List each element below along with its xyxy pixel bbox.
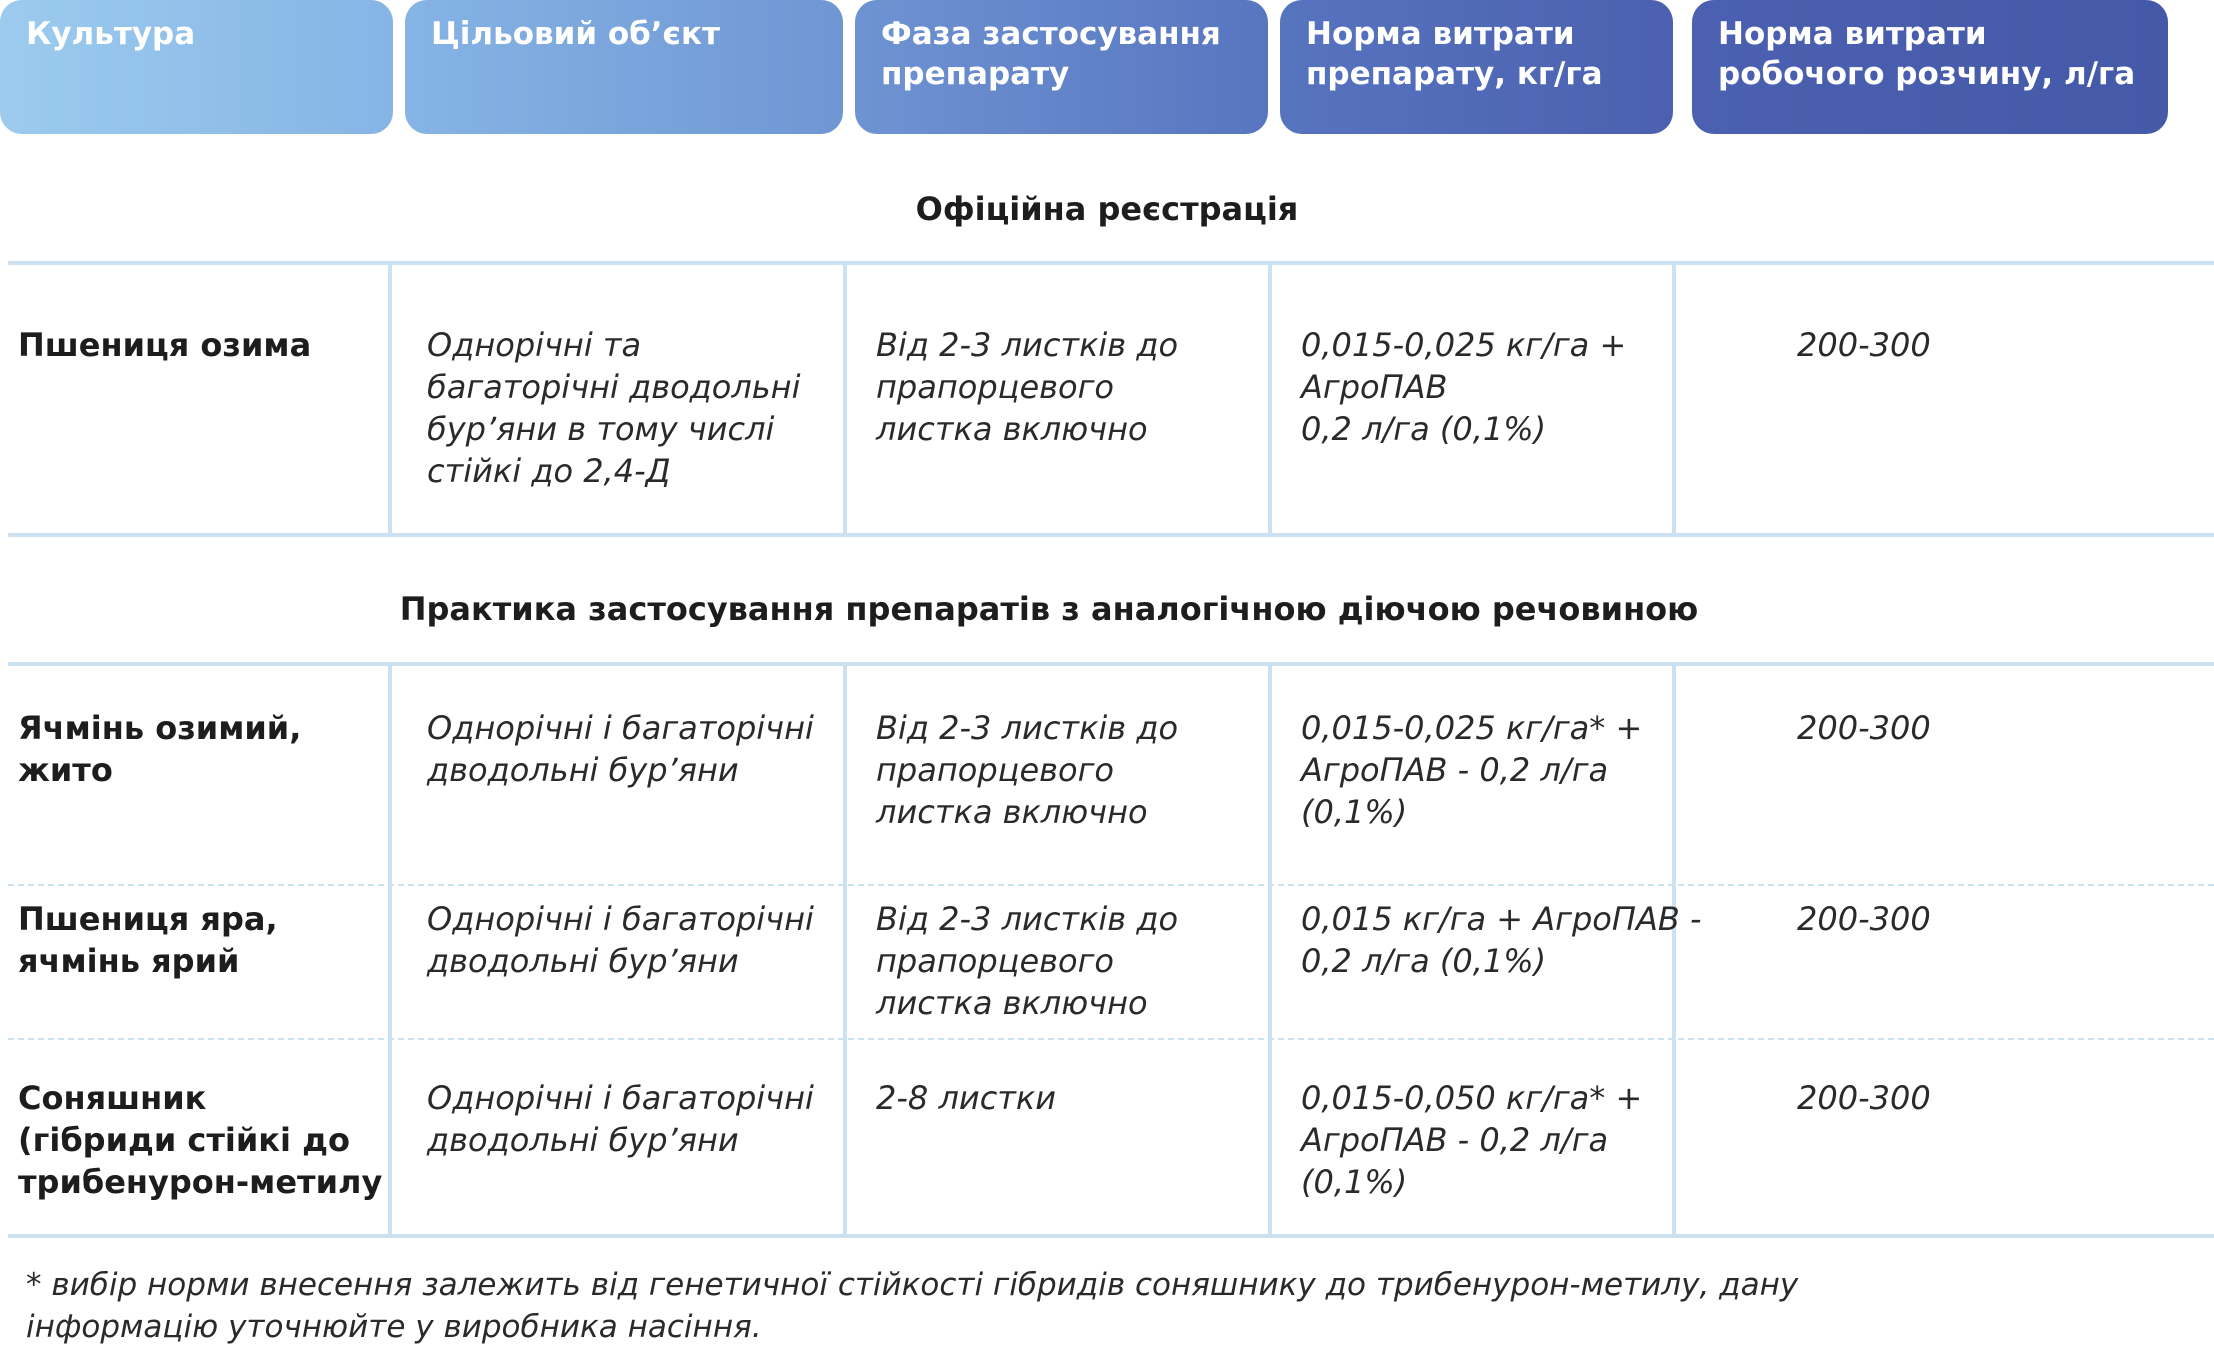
phase-cell <box>876 898 1178 1024</box>
target-cell <box>427 1077 814 1161</box>
phase-cell <box>876 1077 1056 1119</box>
cell-line: 200-300 <box>1797 709 1931 747</box>
row-divider <box>8 1234 2214 1238</box>
cell-line: дводольні бур’яни <box>427 942 739 980</box>
column-divider <box>388 666 392 1234</box>
cell-line: Однорічні та <box>427 326 642 364</box>
rate-cell <box>1301 1077 1642 1203</box>
solution-cell <box>1797 324 1931 366</box>
row-divider <box>8 261 2214 265</box>
cell-line: прапорцевого <box>876 751 1114 789</box>
cell-line: стійкі до 2,4-Д <box>427 452 671 490</box>
crop-cell <box>18 707 301 791</box>
cell-line: Пшениця яра, <box>18 900 278 938</box>
footnote-line: * вибір норми внесення залежить від генетичної стійкості гібридів соняшнику до трибенурон-метилу, дану <box>26 1267 1799 1303</box>
target-cell <box>427 324 800 492</box>
header-phase <box>855 0 1268 134</box>
section-title-official: Офіційна реєстрація <box>915 190 1299 228</box>
cell-line: листка включно <box>876 410 1148 448</box>
crop-cell <box>18 898 278 982</box>
header-text: робочого розчину, л/га <box>1718 56 2136 92</box>
footnote <box>26 1264 1798 1348</box>
cell-line: листка включно <box>876 984 1148 1022</box>
column-divider <box>843 666 847 1234</box>
cell-line: (0,1%) <box>1301 793 1408 831</box>
cell-line: 0,015-0,025 кг/га* + <box>1301 709 1643 747</box>
solution-cell <box>1797 707 1931 749</box>
cell-line: 0,015 кг/га + АгроПАВ - <box>1301 900 1702 938</box>
cell-line: Однорічні і багаторічні <box>427 900 814 938</box>
cell-line: прапорцевого <box>876 942 1114 980</box>
column-divider <box>388 265 392 533</box>
header-text: препарату <box>881 56 1070 92</box>
header-solution <box>1692 0 2168 134</box>
phase-cell <box>876 707 1178 833</box>
row-divider-dashed <box>8 1038 2214 1040</box>
row-divider-dashed <box>8 884 2214 886</box>
cell-line: 0,015-0,050 кг/га* + <box>1301 1079 1643 1117</box>
cell-line: Соняшник <box>18 1079 207 1117</box>
header-rate <box>1280 0 1673 134</box>
header-text: Цільовий об’єкт <box>431 16 720 52</box>
cell-line: Ячмінь озимий, <box>18 709 302 747</box>
cell-line: (0,1%) <box>1301 1163 1408 1201</box>
cell-line: Від 2-3 листків до <box>876 900 1179 938</box>
cell-line: 200-300 <box>1797 900 1931 938</box>
cell-line: 200-300 <box>1797 1079 1931 1117</box>
header-text: Норма витрати <box>1718 16 1987 52</box>
cell-line: (гібриди стійкі до <box>18 1121 350 1159</box>
column-divider <box>1268 265 1272 533</box>
cell-line: Пшениця озима <box>18 326 312 364</box>
header-text: Фаза застосування <box>881 16 1221 52</box>
cell-line: трибенурон-метилу <box>18 1163 383 1201</box>
cell-line: жито <box>18 751 113 789</box>
cell-line: Від 2-3 листків до <box>876 709 1179 747</box>
cell-line: ячмінь ярий <box>18 942 240 980</box>
header-culture <box>0 0 393 134</box>
crop-cell <box>18 1077 382 1203</box>
rate-cell <box>1301 898 1702 982</box>
cell-line: листка включно <box>876 793 1148 831</box>
rate-cell <box>1301 707 1642 833</box>
target-cell <box>427 898 814 982</box>
header-text: препарату, кг/га <box>1306 56 1603 92</box>
rate-cell <box>1301 324 1626 450</box>
cell-line: АгроПАВ <box>1301 368 1448 406</box>
header-text: Норма витрати <box>1306 16 1575 52</box>
column-divider <box>1672 265 1676 533</box>
cell-line: бур’яни в тому числі <box>427 410 775 448</box>
cell-line: 0,015-0,025 кг/га + <box>1301 326 1627 364</box>
solution-cell <box>1797 1077 1931 1119</box>
solution-cell <box>1797 898 1931 940</box>
cell-line: Однорічні і багаторічні <box>427 709 814 747</box>
column-divider <box>1268 666 1272 1234</box>
header-text: Культура <box>26 16 196 52</box>
column-divider <box>843 265 847 533</box>
cell-line: Однорічні і багаторічні <box>427 1079 814 1117</box>
section-title-practice: Практика застосування препаратів з аналогічною діючою речовиною <box>399 590 1699 628</box>
cell-line: дводольні бур’яни <box>427 751 739 789</box>
target-cell <box>427 707 814 791</box>
cell-line: АгроПАВ - 0,2 л/га <box>1301 1121 1609 1159</box>
cell-line: Від 2-3 листків до <box>876 326 1179 364</box>
row-divider <box>8 533 2214 537</box>
cell-line: прапорцевого <box>876 368 1114 406</box>
cell-line: дводольні бур’яни <box>427 1121 739 1159</box>
phase-cell <box>876 324 1178 450</box>
header-target <box>405 0 843 134</box>
cell-line: 0,2 л/га (0,1%) <box>1301 410 1547 448</box>
row-divider <box>8 662 2214 666</box>
cell-line: 0,2 л/га (0,1%) <box>1301 942 1547 980</box>
crop-cell <box>18 324 311 366</box>
cell-line: 200-300 <box>1797 326 1931 364</box>
cell-line: АгроПАВ - 0,2 л/га <box>1301 751 1609 789</box>
cell-line: 2-8 листки <box>876 1079 1057 1117</box>
footnote-line: інформацію уточнюйте у виробника насіння. <box>26 1309 762 1345</box>
cell-line: багаторічні дводольні <box>427 368 801 406</box>
